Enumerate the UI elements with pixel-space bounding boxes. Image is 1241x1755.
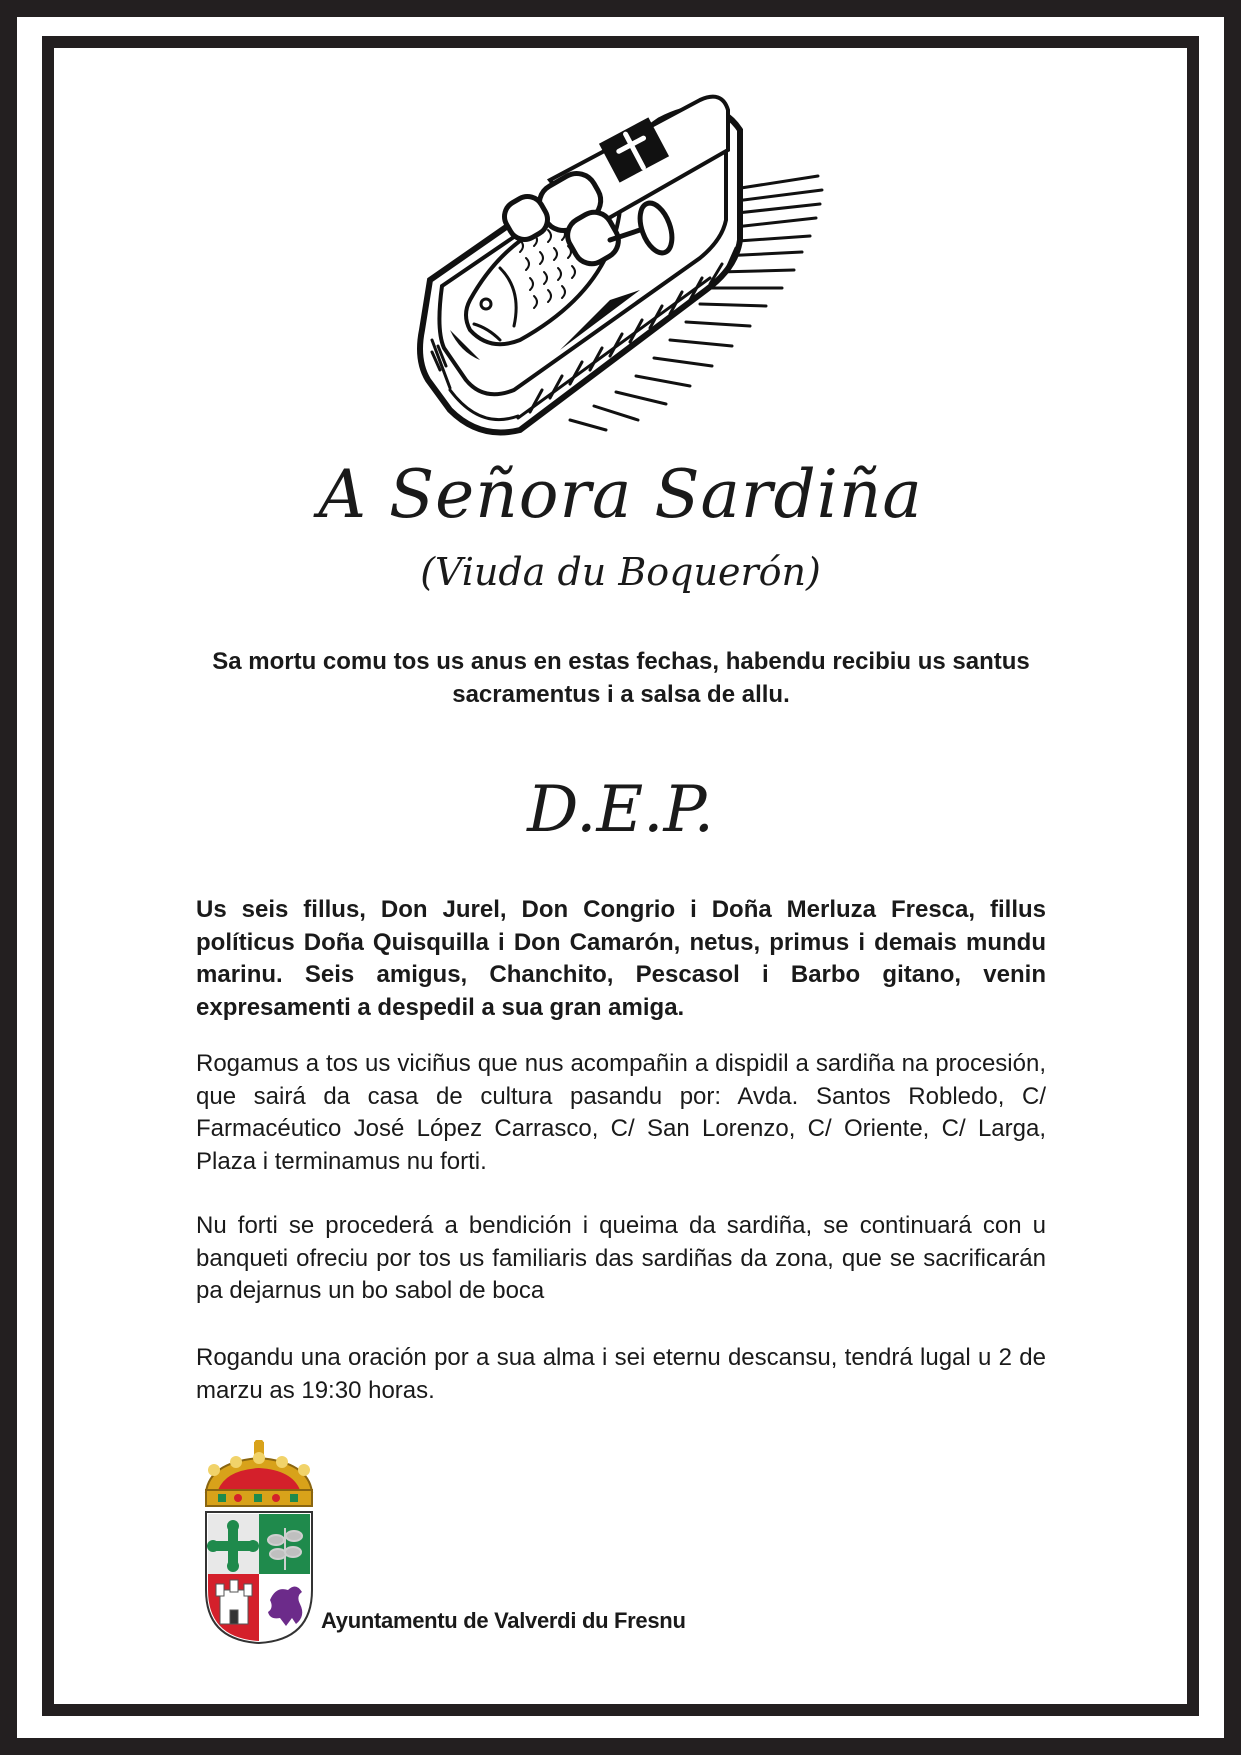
sardine-can-coffin-icon <box>410 90 830 440</box>
municipal-coat-of-arms-icon <box>196 1440 324 1645</box>
intro-text: Sa mortu comu tos us anus en estas fechas, habendu recibiu us santus sacramentus i a salsa de allu. <box>212 648 1030 708</box>
prayer-paragraph: Rogandu una oración por a sua alma i sei eternu descansu, tendrá lugal u 2 de marzu as 19:30 horas. <box>196 1344 1046 1404</box>
deceased-subtitle: (Viuda du Boquerón) <box>420 550 821 594</box>
council-name: Ayuntamentu de Valverdi du Fresnu <box>321 1608 686 1633</box>
dep-heading: D.E.P. <box>527 773 714 847</box>
family-paragraph: Us seis fillus, Don Jurel, Don Congrio i Doña Merluza Fresca, fillus políticus Doña Quisquilla i Don Camarón, netus, primus i demais mundu marinu. Seis amigus, Chanchito, Pescasol i Barbo gitano, venin expresamenti a despedil a sua gran amiga. <box>196 896 1046 1021</box>
banquet-paragraph: Nu forti se procederá a bendición i queima da sardiña, se continuará con u banqueti ofreciu por tos us familiaris das sardiñas da zona, que se sacrificarán pa dejarnus un bo sabol de boca <box>196 1212 1046 1304</box>
procession-paragraph: Rogamus a tos us viciñus que nus acompañin a dispidil a sardiña na procesión, que sairá da casa de cultura pasandu por: Avda. Santos Robledo, C/ Farmacéutico José López Carrasco, C/ San Lorenzo, C/ Oriente, C/ Larga, Plaza i terminamus nu forti. <box>196 1050 1046 1175</box>
deceased-title: A Señora Sardiña <box>318 456 923 533</box>
